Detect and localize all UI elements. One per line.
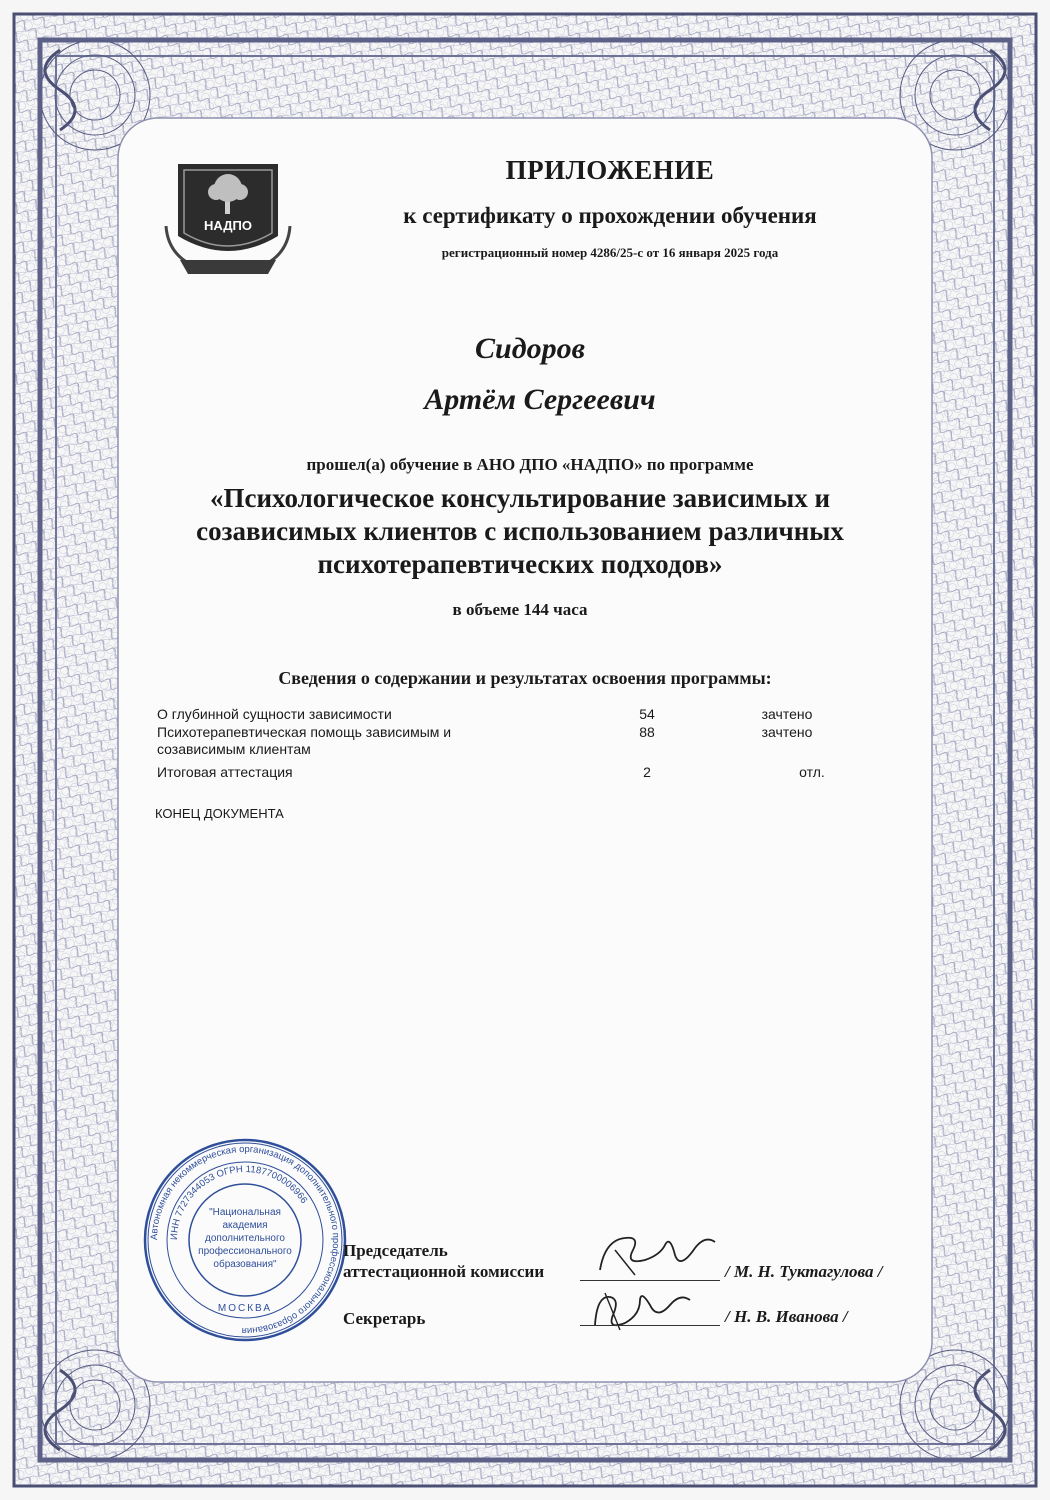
secretary-signature [585, 1285, 705, 1335]
seal-ids: ИНН 7727344053 ОГРН 1187700006966 [168, 1163, 310, 1241]
program-volume: в объеме 144 часа [452, 600, 588, 619]
chair-label-line: Председатель [343, 1241, 448, 1260]
program-title-line: созависимых клиентов с использованием различных [196, 516, 844, 546]
chair-signature-line [580, 1280, 720, 1281]
secretary-label: Секретарь [343, 1309, 426, 1328]
nadpo-logo [158, 156, 298, 286]
module-grade: отл. [799, 764, 825, 780]
module-name-line: Психотерапевтическая помощь зависимым и [157, 724, 452, 740]
seal-city: МОСКВА [217, 1303, 273, 1314]
chair-signature [585, 1230, 725, 1285]
module-name [157, 724, 517, 758]
program-title-line: «Психологическое консультирование зависимых и [209, 483, 831, 513]
module-hours: 54 [639, 706, 655, 722]
module-grade: зачтено [761, 724, 813, 740]
chair-label-line: аттестационной комиссии [343, 1262, 545, 1281]
seal-center-line: профессионального [198, 1246, 292, 1257]
logo-text: НАДПО [204, 218, 252, 233]
module-hours: 2 [643, 764, 651, 780]
secretary-name: / Н. В. Иванова / [725, 1307, 848, 1326]
chair-label [343, 1240, 544, 1282]
end-of-document: КОНЕЦ ДОКУМЕНТА [155, 806, 284, 821]
student-given-names: Артём Сергеевич [424, 383, 656, 416]
module-name: Итоговая аттестация [157, 764, 293, 780]
module-name-line: созависимым клиентам [157, 741, 311, 757]
program-intro: прошел(а) обучение в АНО ДПО «НАДПО» по программе [306, 455, 754, 474]
registration-number: регистрационный номер 4286/25-с от 16 января 2025 года [441, 245, 779, 260]
chair-name: / М. Н. Туктагулова / [725, 1262, 883, 1281]
module-grade: зачтено [761, 706, 813, 722]
seal-outer-text: Автономная некоммерческая организация дополнительного профессионального образования [148, 1143, 342, 1337]
page-title: ПРИЛОЖЕНИЕ [505, 155, 715, 185]
seal-center-line: образования" [213, 1259, 277, 1270]
secretary-signature-line [580, 1325, 720, 1326]
seal-center-line: дополнительного [205, 1233, 285, 1244]
seal-center-line: академия [222, 1220, 268, 1231]
program-title-line: психотерапевтических подходов» [317, 549, 723, 579]
program-title [160, 482, 880, 581]
official-seal [140, 1135, 350, 1345]
results-heading: Сведения о содержании и результатах освоения программы: [278, 668, 772, 688]
module-name: О глубинной сущности зависимости [157, 706, 392, 722]
module-hours: 88 [639, 724, 655, 740]
student-surname: Сидоров [475, 332, 585, 365]
page-subtitle: к сертификату о прохождении обучения [403, 203, 817, 228]
seal-center-line: "Национальная [209, 1207, 281, 1218]
